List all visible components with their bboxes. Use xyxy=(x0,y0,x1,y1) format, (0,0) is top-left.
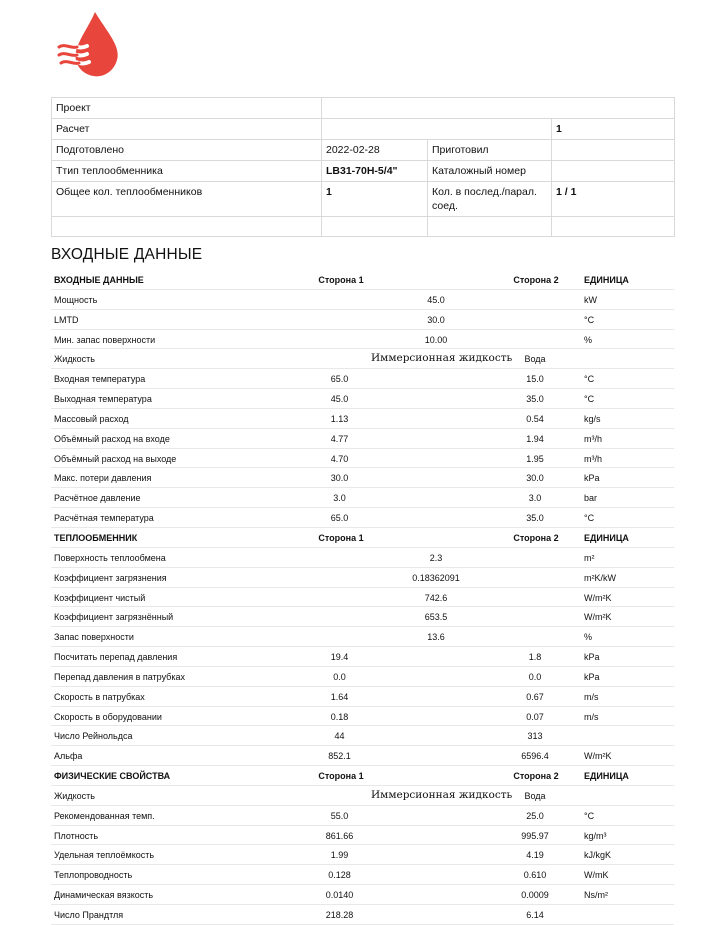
unit-value: kg/s xyxy=(584,413,601,424)
data-grid xyxy=(51,270,674,925)
table-row xyxy=(51,845,674,865)
side1-value: 19.4 xyxy=(330,652,349,663)
unit-value: kPa xyxy=(584,473,600,484)
side2-header: Сторона 2 xyxy=(513,771,559,782)
combined-value: 2.3 xyxy=(429,552,443,563)
table-row xyxy=(51,806,674,826)
page-title: ВХОДНЫЕ ДАННЫЕ xyxy=(51,246,203,263)
table-row xyxy=(51,449,674,469)
prepared-label: Подготовлено xyxy=(52,140,322,161)
side1-value: 4.77 xyxy=(330,433,349,444)
row-label: Перепад давления в патрубках xyxy=(54,671,185,682)
side1-value: 1.64 xyxy=(330,691,349,702)
table-row xyxy=(51,588,674,608)
row-label: Поверхность теплообмена xyxy=(54,552,166,563)
catalog-value xyxy=(552,161,675,182)
row-label: Динамическая вязкость xyxy=(54,890,154,901)
side1-value: 44 xyxy=(334,731,345,742)
unit-value: m²K/kW xyxy=(584,572,616,583)
side2-value: 25.0 xyxy=(526,810,544,821)
project-label: Проект xyxy=(52,98,322,119)
side2-value: 0.07 xyxy=(526,711,544,722)
table-row xyxy=(52,161,675,182)
fluid-name: Иммерсионная жидкость xyxy=(371,352,513,365)
type-value: LB31-70H-5/4" xyxy=(322,161,428,182)
table-row xyxy=(51,389,674,409)
table-row xyxy=(51,409,674,429)
combined-value: 742.6 xyxy=(424,592,448,603)
unit-value: bar xyxy=(584,493,598,504)
table-row xyxy=(51,885,674,905)
table-row xyxy=(51,290,674,310)
unit-value: m/s xyxy=(584,691,599,702)
unit-value: W/m²K xyxy=(584,751,612,762)
row-label: Жидкость xyxy=(54,354,95,365)
side1-value: 3.0 xyxy=(333,493,346,504)
side1-value: 0.0140 xyxy=(325,890,354,901)
side1-value: 30.0 xyxy=(330,473,349,484)
side1-value: 4.70 xyxy=(330,453,349,464)
combined-value: 10.00 xyxy=(424,334,448,345)
row-label: Массовый расход xyxy=(54,413,129,424)
table-row xyxy=(52,98,675,119)
unit-value: W/m²K xyxy=(584,592,612,603)
table-row xyxy=(51,330,674,350)
table-row xyxy=(51,369,674,389)
table-row xyxy=(51,687,674,707)
unit-value: °C xyxy=(584,374,595,385)
table-row xyxy=(51,786,674,806)
table-row xyxy=(52,140,675,161)
side1-value: 55.0 xyxy=(330,810,349,821)
table-row xyxy=(51,607,674,627)
table-row xyxy=(51,905,674,925)
table-row xyxy=(51,568,674,588)
table-row xyxy=(51,726,674,746)
side1-value: 1.13 xyxy=(330,413,349,424)
count-label: Общее кол. теплообменников xyxy=(52,182,322,217)
section-header xyxy=(51,766,674,786)
row-label: Мин. запас поверхности xyxy=(54,334,156,345)
table-row xyxy=(51,826,674,846)
calc-value: 1 xyxy=(552,119,675,140)
row-label: Альфа xyxy=(54,751,83,762)
side1-value: 0.18 xyxy=(330,711,349,722)
side2-value: 313 xyxy=(527,731,543,742)
side1-header: Сторона 1 xyxy=(318,275,364,285)
side2-value: Вода xyxy=(524,354,546,365)
table-row xyxy=(51,746,674,766)
series-value: 1 / 1 xyxy=(552,182,675,217)
table-row xyxy=(51,865,674,885)
row-label: Входная температура xyxy=(54,374,146,385)
section-header xyxy=(51,528,674,548)
unit-header: ЕДИНИЦА xyxy=(584,532,629,543)
row-label: LMTD xyxy=(54,314,79,325)
row-label: Мощность xyxy=(54,294,98,305)
side2-header: Сторона 2 xyxy=(513,532,559,543)
flame-drop-icon xyxy=(55,10,125,78)
unit-header: ЕДИНИЦА xyxy=(584,275,629,285)
row-label: Жидкость xyxy=(54,790,95,801)
table-row xyxy=(51,707,674,727)
table-row xyxy=(51,627,674,647)
row-label: Скорость в оборудовании xyxy=(54,711,162,722)
table-row xyxy=(51,310,674,330)
row-label: Удельная теплоёмкость xyxy=(54,850,155,861)
fluid-name: Иммерсионная жидкость xyxy=(371,788,513,801)
series-label: Кол. в послед./парал. соед. xyxy=(428,182,552,217)
side2-value: 1.94 xyxy=(526,433,544,444)
unit-value: kW xyxy=(584,294,597,305)
section-header-label: ВХОДНЫЕ ДАННЫЕ xyxy=(54,275,144,285)
side1-header: Сторона 1 xyxy=(318,532,364,543)
prepared-date: 2022-02-28 xyxy=(322,140,428,161)
row-label: Посчитать перепад давления xyxy=(54,652,178,663)
unit-value: W/m²K xyxy=(584,612,612,623)
unit-value: % xyxy=(584,334,593,345)
section-header-label: ФИЗИЧЕСКИЕ СВОЙСТВА xyxy=(54,771,171,782)
row-label: Число Прандтля xyxy=(54,910,124,920)
unit-value: °C xyxy=(584,394,595,405)
unit-value: °C xyxy=(584,314,595,325)
row-label: Макс. потери давления xyxy=(54,473,152,484)
side2-value: 15.0 xyxy=(526,374,544,385)
table-row xyxy=(52,119,675,140)
side1-value: 65.0 xyxy=(330,374,349,385)
side1-value: 1.99 xyxy=(330,850,349,861)
unit-value: kPa xyxy=(584,671,600,682)
row-label: Объёмный расход на входе xyxy=(54,433,170,444)
side2-value: 0.67 xyxy=(526,691,544,702)
combined-value: 653.5 xyxy=(424,612,448,623)
side1-value: 852.1 xyxy=(328,751,351,762)
side2-value: 0.54 xyxy=(526,413,544,424)
table-row xyxy=(52,217,675,237)
prepared-by-value xyxy=(552,140,675,161)
row-label: Рекомендованная темп. xyxy=(54,810,155,821)
calc-label: Расчет xyxy=(52,119,322,140)
side2-value: 1.8 xyxy=(528,652,542,663)
table-row xyxy=(51,468,674,488)
unit-value: kg/m³ xyxy=(584,830,607,841)
row-label: Число Рейнольдса xyxy=(54,731,133,742)
type-label: Ттип теплообменника xyxy=(52,161,322,182)
side1-header: Сторона 1 xyxy=(318,771,364,782)
row-label: Коэффициент загрязнённый xyxy=(54,612,174,623)
table-row xyxy=(51,667,674,687)
table-row xyxy=(51,647,674,667)
row-label: Расчётное давление xyxy=(54,493,141,504)
side2-value: 3.0 xyxy=(528,493,542,504)
row-label: Коэффициент загрязнения xyxy=(54,572,167,583)
combined-value: 13.6 xyxy=(427,632,445,643)
unit-value: m² xyxy=(584,552,595,563)
side2-value: 6.14 xyxy=(526,910,544,920)
project-value xyxy=(322,98,675,119)
side1-value: 0.0 xyxy=(333,671,346,682)
combined-value: 30.0 xyxy=(427,314,445,325)
unit-header: ЕДИНИЦА xyxy=(584,771,629,782)
side1-value: 861.66 xyxy=(325,830,354,841)
count-value: 1 xyxy=(322,182,428,217)
brand-logo xyxy=(55,10,125,78)
table-row xyxy=(51,488,674,508)
row-label: Коэффициент чистый xyxy=(54,592,146,603)
side2-value: 30.0 xyxy=(526,473,544,484)
side2-value: 35.0 xyxy=(526,513,544,524)
unit-value: °C xyxy=(584,810,595,821)
row-label: Плотность xyxy=(54,830,99,841)
table-row xyxy=(51,508,674,528)
section-header xyxy=(51,270,674,290)
side2-value: 995.97 xyxy=(521,830,549,841)
side1-value: 45.0 xyxy=(330,394,349,405)
unit-value: Ns/m² xyxy=(584,890,608,901)
side1-value: 65.0 xyxy=(330,513,349,524)
row-label: Выходная температура xyxy=(54,394,152,405)
unit-value: % xyxy=(584,632,593,643)
unit-value: m³/h xyxy=(584,433,602,444)
unit-value: m/s xyxy=(584,711,599,722)
prepared-by-label: Приготовил xyxy=(428,140,552,161)
side1-value: 218.28 xyxy=(325,910,354,920)
combined-value: 45.0 xyxy=(427,294,445,305)
side1-value: 0.128 xyxy=(328,870,351,881)
row-label: Теплопроводность xyxy=(54,870,133,881)
unit-value: kPa xyxy=(584,652,600,663)
row-label: Расчётная температура xyxy=(54,513,154,524)
row-label: Объёмный расход на выходе xyxy=(54,453,177,464)
side2-value: 0.0009 xyxy=(521,890,549,901)
unit-value: m³/h xyxy=(584,453,602,464)
combined-value: 0.18362091 xyxy=(412,572,460,583)
side2-value: 4.19 xyxy=(526,850,544,861)
unit-value: kJ/kgK xyxy=(584,850,612,861)
section-header-label: ТЕПЛООБМЕННИК xyxy=(54,532,138,543)
unit-value: W/mK xyxy=(584,870,609,881)
side2-header: Сторона 2 xyxy=(513,275,559,285)
table-row xyxy=(51,548,674,568)
side2-value: 0.0 xyxy=(528,671,542,682)
side2-value: 6596.4 xyxy=(521,751,549,762)
project-info-table xyxy=(51,97,675,237)
catalog-label: Каталожный номер xyxy=(428,161,552,182)
side2-value: Вода xyxy=(524,790,546,801)
row-label: Запас поверхности xyxy=(54,632,134,643)
table-row xyxy=(51,429,674,449)
table-row xyxy=(52,182,675,217)
side2-value: 35.0 xyxy=(526,394,544,405)
side2-value: 1.95 xyxy=(526,453,544,464)
side2-value: 0.610 xyxy=(523,870,547,881)
unit-value: °C xyxy=(584,513,595,524)
row-label: Скорость в патрубках xyxy=(54,691,145,702)
table-row xyxy=(51,349,674,369)
